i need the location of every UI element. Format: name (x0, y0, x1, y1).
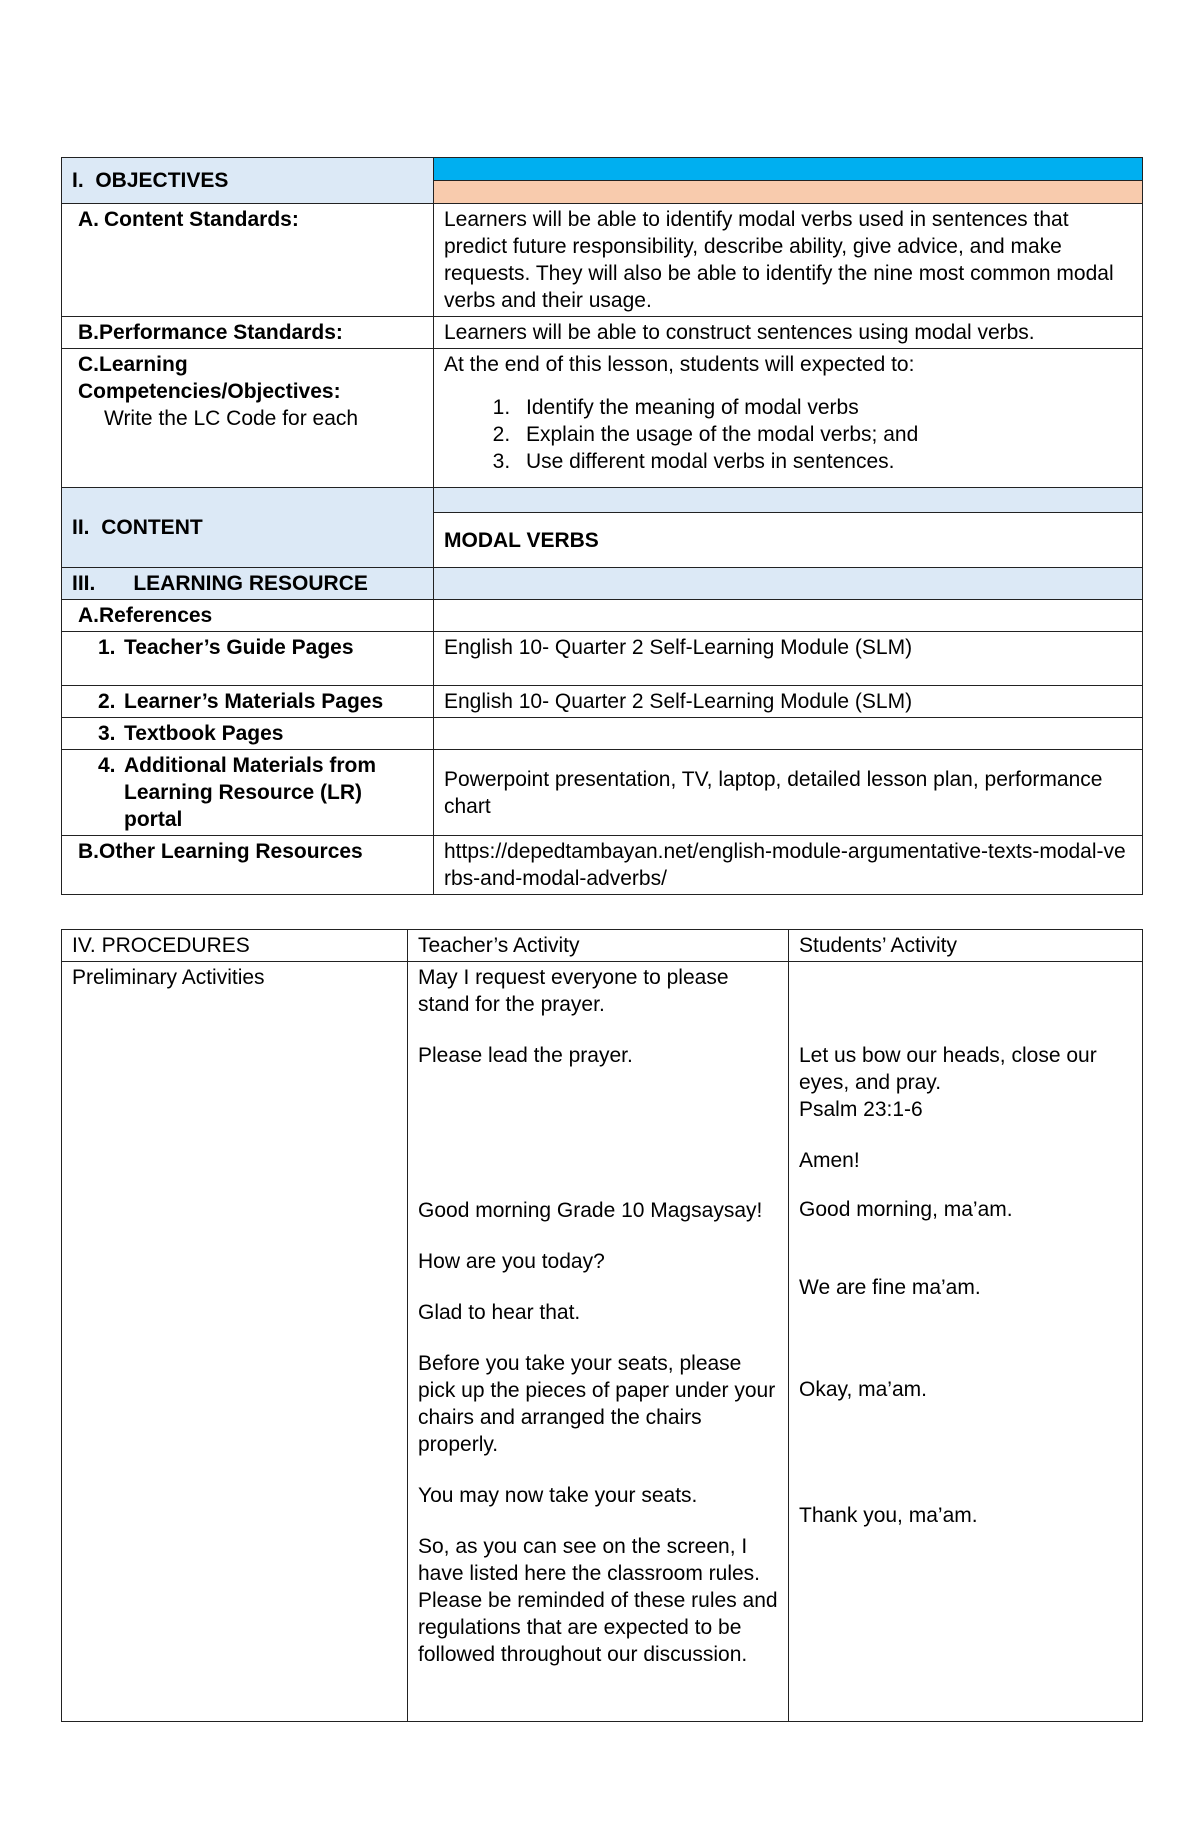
objectives-title: OBJECTIVES (95, 169, 229, 192)
other-resources-label: B.Other Learning Resources (62, 836, 434, 895)
teacher-line: How are you today? (418, 1250, 605, 1273)
teacher-line: Before you take your seats, please pick up the pieces of paper under your chairs and arranged the chairs properly. (418, 1352, 776, 1456)
other-resources-row (62, 836, 1143, 895)
learners-materials-value: English 10- Quarter 2 Self-Learning Module (SLM) (434, 686, 1143, 718)
content-title: CONTENT (101, 516, 203, 539)
procedures-table (61, 929, 1143, 1722)
student-line: Okay, ma’am. (799, 1378, 927, 1401)
teacher-line: So, as you can see on the screen, I have listed here the classroom rules. Please be reminded of these rules and regulations that are expected to be followed throughout our discussion. (418, 1535, 778, 1666)
competencies-note: Write the LC Code for each (104, 407, 359, 430)
teachers-guide-label: 1. Teacher’s Guide Pages (62, 632, 434, 686)
content-number: II. (72, 516, 90, 539)
teacher-line: Glad to hear that. (418, 1301, 581, 1324)
objective-item: 3. Use different modal verbs in sentences. (516, 448, 1132, 475)
learning-resource-title: LEARNING RESOURCE (133, 572, 368, 595)
textbook-empty (434, 718, 1143, 750)
performance-standards-label: B.Performance Standards: (62, 317, 434, 349)
competencies-row (62, 349, 1143, 488)
teacher-line: May I request everyone to please stand for the prayer. (418, 966, 729, 1016)
learning-resource-heading (62, 568, 434, 600)
lesson-plan-table (61, 157, 1143, 895)
competencies-label (62, 349, 434, 488)
content-row (62, 488, 1143, 513)
blue-header-bar (434, 158, 1143, 181)
student-line: Let us bow our heads, close our eyes, and pray. (799, 1044, 1097, 1094)
objectives-list (444, 394, 1132, 475)
student-line: Thank you, ma’am. (799, 1504, 978, 1527)
content-value: MODAL VERBS (434, 513, 1143, 568)
performance-standards-row (62, 317, 1143, 349)
content-standards-text: Learners will be able to identify modal verbs used in sentences that predict future responsibility, describe ability, give advice, and make requests. They will also be able to identify the nine most common modal verbs and their usage. (434, 204, 1143, 317)
student-line: Psalm 23:1-6 (799, 1098, 923, 1121)
student-line: Amen! (799, 1149, 860, 1172)
learning-resource-empty (434, 568, 1143, 600)
procedures-header: IV. PROCEDURES (62, 930, 408, 962)
learners-materials-label: 2. Learner’s Materials Pages (62, 686, 434, 718)
competencies-title: C.Learning Competencies/Objectives: (78, 353, 341, 403)
references-label: A.References (62, 600, 434, 632)
objectives-heading (62, 158, 434, 204)
students-activity-cell (789, 962, 1143, 1722)
performance-standards-text: Learners will be able to construct sentences using modal verbs. (434, 317, 1143, 349)
preliminary-activities-row (62, 962, 1143, 1722)
teacher-activity-header: Teacher’s Activity (408, 930, 789, 962)
objectives-row (62, 158, 1143, 181)
learners-materials-row (62, 686, 1143, 718)
content-heading (62, 488, 434, 568)
textbook-row (62, 718, 1143, 750)
additional-materials-value: Powerpoint presentation, TV, laptop, detailed lesson plan, performance chart (434, 750, 1143, 836)
content-shade-bar (434, 488, 1143, 513)
teacher-line: Please lead the prayer. (418, 1044, 633, 1067)
teachers-guide-row (62, 632, 1143, 686)
student-line: We are fine ma’am. (799, 1276, 981, 1299)
teacher-line: You may now take your seats. (418, 1484, 698, 1507)
additional-materials-label: 4. Additional Materials from Learning Resource (LR) portal (62, 750, 434, 836)
learning-resource-row (62, 568, 1143, 600)
learning-resource-number: III. (72, 572, 96, 595)
peach-header-bar (434, 181, 1143, 204)
objective-item: 2. Explain the usage of the modal verbs; and (516, 421, 1132, 448)
content-standards-label: A. Content Standards: (62, 204, 434, 317)
preliminary-activities-label: Preliminary Activities (62, 962, 408, 1722)
textbook-label: 3. Textbook Pages (62, 718, 434, 750)
other-resources-link[interactable]: https://depedtambayan.net/english-module-argumentative-texts-modal-verbs-and-modal-adverbs/ (434, 836, 1143, 895)
competencies-intro: At the end of this lesson, students will expected to: (444, 353, 915, 376)
student-line: Good morning, ma’am. (799, 1198, 1013, 1221)
references-empty (434, 600, 1143, 632)
additional-materials-row (62, 750, 1143, 836)
references-row (62, 600, 1143, 632)
competencies-text (434, 349, 1143, 488)
teachers-guide-value: English 10- Quarter 2 Self-Learning Module (SLM) (434, 632, 1143, 686)
teacher-line: Good morning Grade 10 Magsaysay! (418, 1199, 763, 1222)
teacher-activity-cell (408, 962, 789, 1722)
content-standards-row (62, 204, 1143, 317)
objectives-number: I. (72, 169, 84, 192)
objective-item: 1. Identify the meaning of modal verbs (516, 394, 1132, 421)
procedures-header-row (62, 930, 1143, 962)
students-activity-header: Students’ Activity (789, 930, 1143, 962)
